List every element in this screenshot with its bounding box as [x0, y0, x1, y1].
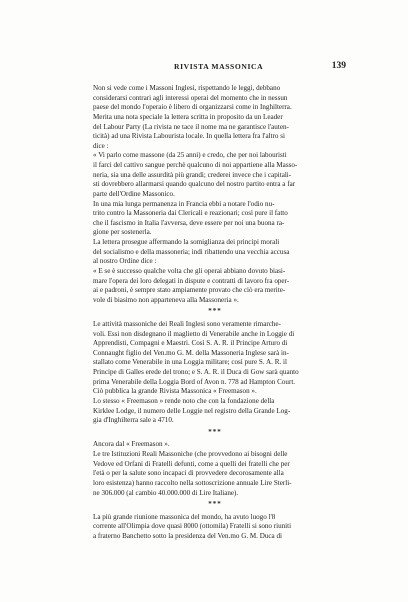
- paragraph: Le attività massoniche dei Reali Inglesi sono veramente rimarche- voli. Essi non disdegnano il maglietto di Venerabile anche in Loggie di Apprendisti, Compagni e Maestri. Così S. A. R. il Principe Arturo di Connaught figlio del Ven.mo G. M. della Massoneria Inglese sarà in- stallato come Venerabile in una Loggia militare; così pure S. A. R. il Principe di Galles erede del trono; e S. A. R. il Duca di Gow sarà quanto prima Venerabile della Loggia Bord of Avon n. 778 ad Hampton Court.: [93, 319, 299, 386]
- paragraph: Ancora dal « Freemason ».: [93, 440, 170, 449]
- quoted-paragraph: In una mia lunga permanenza in Francia ebbi a notare l'odio nu- trito contro la Massoneria dai Clericali e reazionari; così pure il fatto che il fascismo in Italia l'avversa, deve essere per noi una buona ra- gione per sostenerla.: [93, 199, 288, 237]
- paragraph: La lettera prosegue affermando la somiglianza dei principi morali del socialismo e della massoneria; indi ribattendo una vecchia accusa al nostro Ordine dice :: [93, 238, 290, 266]
- section-separator: ***: [208, 307, 222, 316]
- paragraph: La più grande riunione massonica del mondo, ha avuto luogo l'8 corrente all'Olimpia dove quasi 8000 (ottomila) Fratelli si sono riuniti a fraterno Banchetto sotto la presidenza del Ven.mo G. M. Duca di: [93, 512, 292, 541]
- section-separator: ***: [208, 500, 222, 509]
- paragraph: Ciò pubblica la grande Rivista Massonica « Freemason ».: [93, 387, 257, 396]
- running-header: [78, 62, 346, 74]
- journal-title: RIVISTA MASSONICA: [174, 62, 264, 71]
- paragraph: Merita una nota speciale la lettera scritta in proposito da un Leader del Labour Party (La rivista ne tace il nome ma ne garantisce l'auten- ticità) ad una Rivista Labourista locale. In quella lettera fra l'altro si dice :: [93, 112, 289, 150]
- quoted-paragraph: « E se è successo qualche volta che gli operai abbiano dovuto biasi- mare l'opera dei loro delegati in dispute e contratti di lavoro fra oper- ai e padroni, è sempre stato ampiamente provato che ciò era merite- vole di biasimo non apparteneva alla Massoneria ».: [93, 266, 290, 304]
- paragraph: Lo stesso « Freemason » rende noto che con la fondazione della Kirklee Lodge, il numero delle Loggie nel registro della Grande Log- gia d'Inghilterra sale a 4710.: [93, 396, 291, 425]
- quoted-paragraph: « Vi parlo come massone (da 25 anni) e credo, che per noi labouristi il farci del cattivo sangue perchè qualcuno di noi appartiene alla Masso- neria, sia una delle assurdità più grandi; crederei invece che i capitali- sti dovrebbero allarmarsi quando qualcuno del nostro partito entra a far parte dell'Ordine Massonico.: [93, 151, 298, 198]
- section-separator: ***: [208, 427, 222, 436]
- page-number: 139: [331, 61, 346, 71]
- article-body: [80, 84, 350, 542]
- paragraph: Non si vede come i Massoni Inglesi, rispettando le leggi, debbano considerarsi contrari agli interessi operai del momento che in nessun paese del mondo l'operaio è libero di organizzarsi come in Inghilterra.: [93, 84, 292, 112]
- paragraph: Le tre Istituzioni Reali Massoniche (che provvedono ai bisogni delle Vedove ed Orfani di Fratelli defunti, come a quelli dei fratelli che per l'età o per la salute sono incapaci di provvedere decorosamente alla loro esistenza) hanno raccolto nella sottoscrizione annuale Lire Sterli- ne 306.000 (al cambio 40.000.000 di Lire Italiane).: [93, 450, 292, 497]
